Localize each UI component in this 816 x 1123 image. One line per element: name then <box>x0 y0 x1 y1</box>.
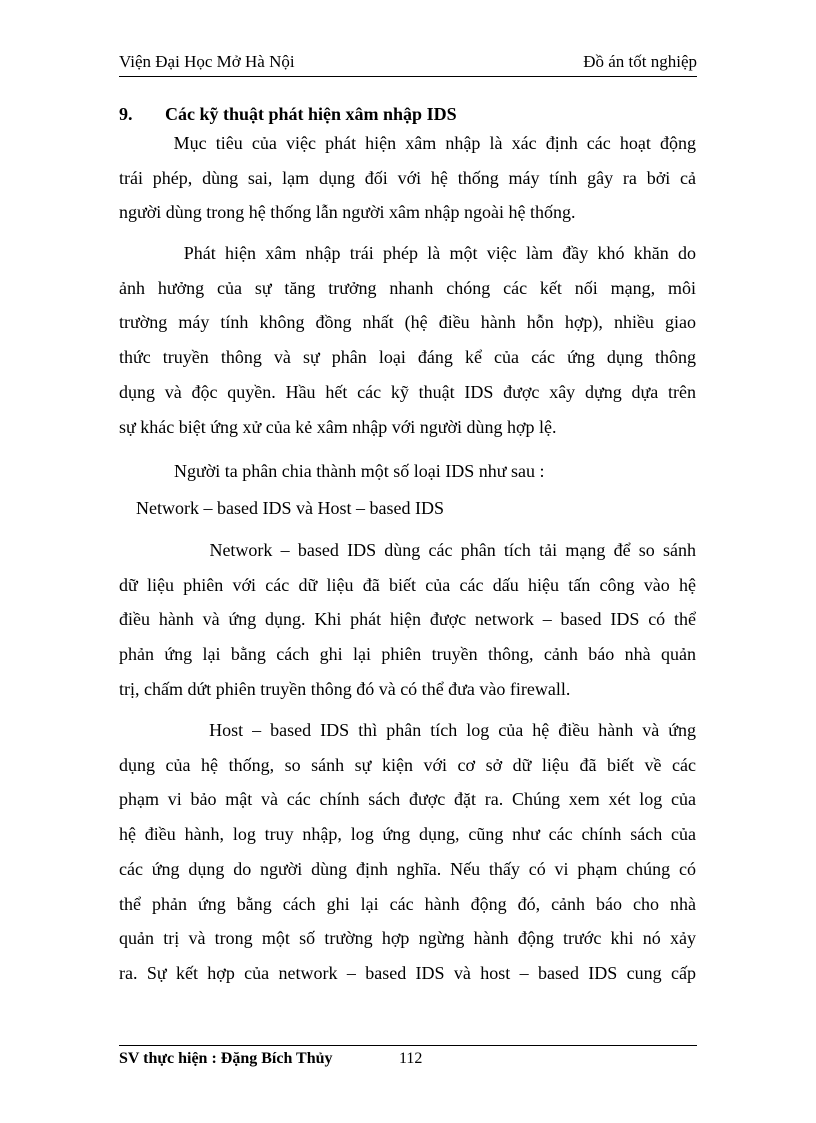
paragraph-classification-intro: Người ta phân chia thành một số loại IDS như sau : <box>174 461 545 481</box>
paragraph-network-based-ids <box>119 533 696 707</box>
paragraph-line: Host – based IDS thì phân tích log của hệ điều hành và ứng <box>119 720 696 740</box>
paragraph-line: Mục tiêu của việc phát hiện xâm nhập là xác định các hoạt động <box>119 133 696 153</box>
paragraph-line: trị, chấm dứt phiên truyền thông đó và có thể đưa vào firewall. <box>119 678 571 699</box>
paragraph-line: thức truyền thông và sự phân loại đáng kể của các ứng dụng thông <box>119 347 696 368</box>
paragraph-intrusion-goal <box>119 126 696 230</box>
paragraph-line: điều hành và ứng dụng. Khi phát hiện được network – based IDS có thể <box>119 609 696 630</box>
page-number: 112 <box>399 1050 423 1067</box>
paragraph-line: Phát hiện xâm nhập trái phép là một việc làm đầy khó khăn do <box>119 243 696 263</box>
footer-author: SV thực hiện : Đặng Bích Thủy <box>119 1050 333 1067</box>
paragraph-line: Network – based IDS dùng các phân tích tải mạng để so sánh <box>119 540 696 560</box>
footer-divider <box>119 1045 697 1046</box>
page-header <box>119 50 697 77</box>
section-title: Các kỹ thuật phát hiện xâm nhập IDS <box>165 104 457 124</box>
paragraph-line: ra. Sự kết hợp của network – based IDS và host – based IDS cung cấp <box>119 962 696 983</box>
paragraph-line: dụng của hệ thống, so sánh sự kiện với cơ sở dữ liệu đã biết về các <box>119 754 696 775</box>
paragraph-line: hệ điều hành, log truy nhập, log ứng dụng, cũng như các chính sách của <box>119 824 696 845</box>
paragraph-line: trường máy tính không đồng nhất (hệ điều hành hỗn hợp), nhiều giao <box>119 312 696 333</box>
paragraph-line: các ứng dụng do người dùng định nghĩa. Nếu thấy có vi phạm chúng có <box>119 858 696 879</box>
section-number: 9. <box>119 104 133 124</box>
header-document-type: Đồ án tốt nghiệp <box>583 52 697 71</box>
paragraph-line: quản trị và trong một số trường hợp ngừng hành động trước khi nó xảy <box>119 928 696 949</box>
paragraph-line: phản ứng lại bằng cách ghi lại phiên truyền thông, cảnh báo nhà quản <box>119 644 696 665</box>
paragraph-line: ảnh hưởng của sự tăng trưởng nhanh chóng các kết nối mạng, môi <box>119 277 696 298</box>
paragraph-line: dụng và độc quyền. Hầu hết các kỹ thuật IDS được xây dựng dựa trên <box>119 381 696 402</box>
paragraph-line: người dùng trong hệ thống lẫn người xâm nhập ngoài hệ thống. <box>119 202 576 223</box>
paragraph-detection-difficulty <box>119 236 696 444</box>
paragraph-ids-types: Network – based IDS và Host – based IDS <box>136 498 444 518</box>
paragraph-line: dữ liệu phiên với các dữ liệu đã biết của các dấu hiệu tấn công vào hệ <box>119 574 696 595</box>
header-institution: Viện Đại Học Mở Hà Nội <box>119 52 295 71</box>
paragraph-line: phạm vi bảo mật và các chính sách được đặt ra. Chúng xem xét log của <box>119 789 696 810</box>
paragraph-host-based-ids <box>119 713 696 991</box>
paragraph-line: trái phép, dùng sai, lạm dụng đối với hệ thống máy tính gây ra bởi cả <box>119 167 696 188</box>
paragraph-line: sự khác biệt ứng xử của kẻ xâm nhập với người dùng hợp lệ. <box>119 416 557 437</box>
section-heading <box>119 104 457 125</box>
paragraph-line: thể phản ứng bằng cách ghi lại các hành động đó, cảnh báo cho nhà <box>119 893 696 914</box>
page-footer <box>119 1050 423 1068</box>
